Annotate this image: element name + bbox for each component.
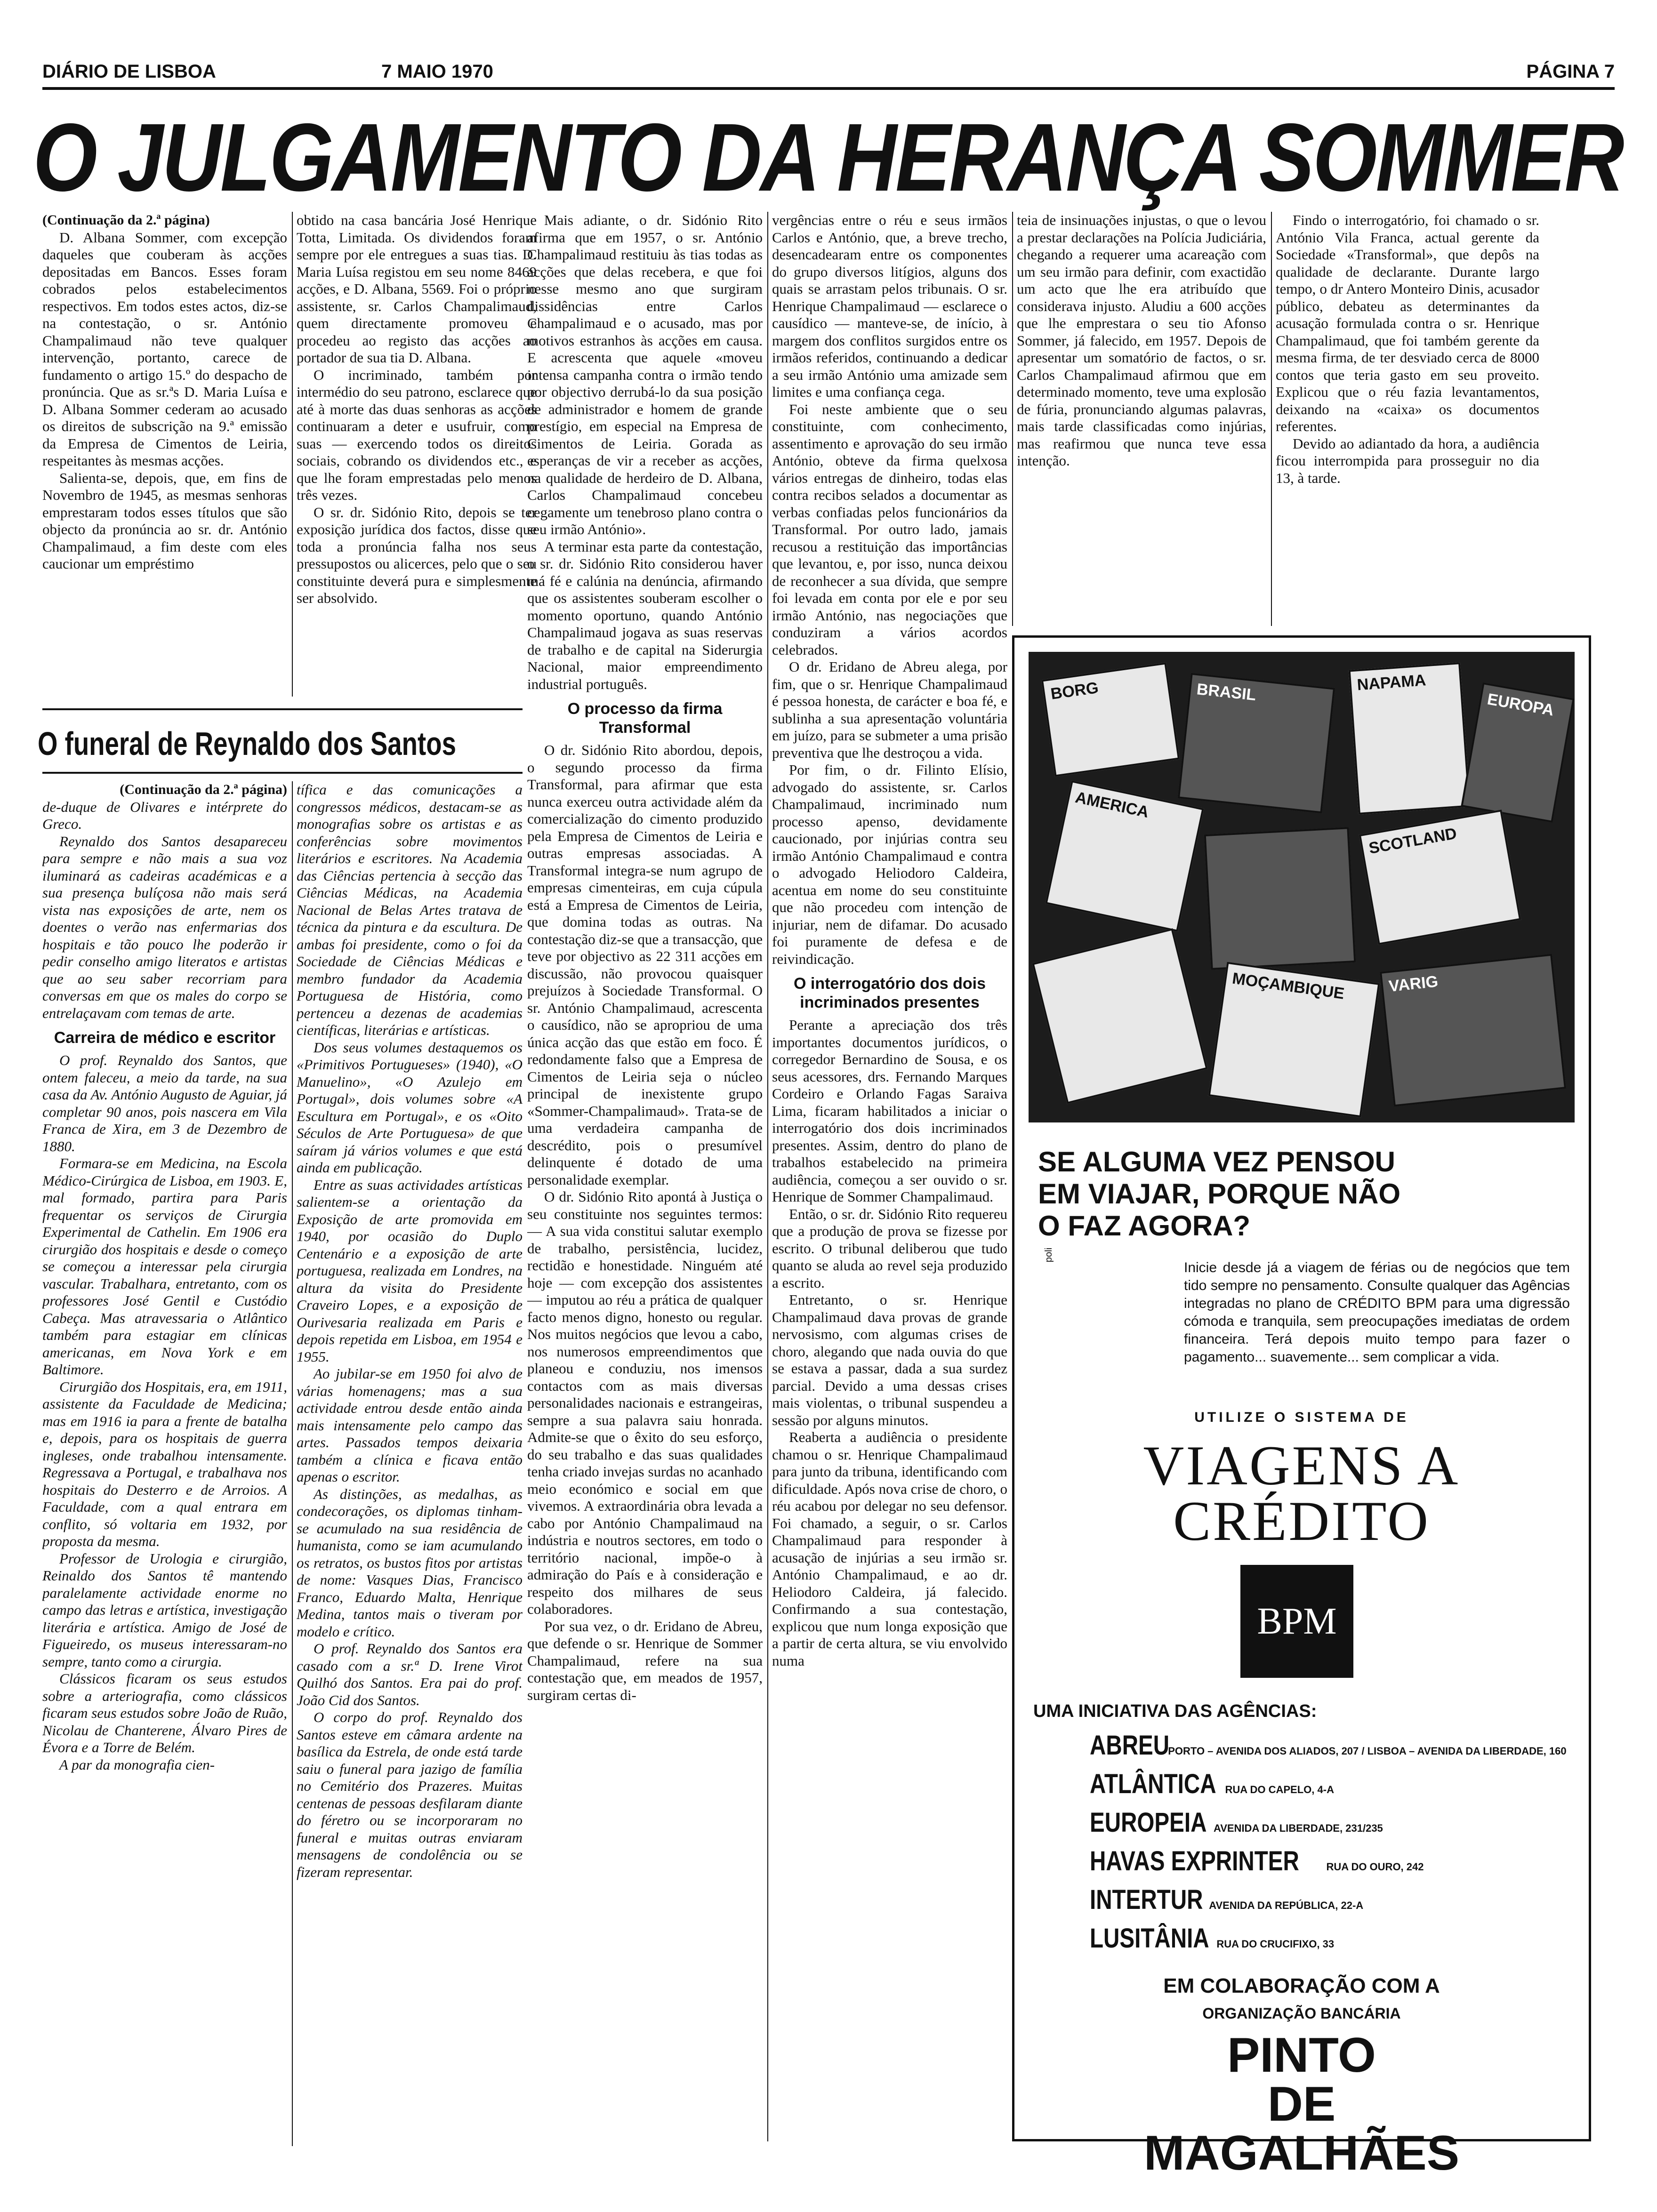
paragraph: As distinções, as medalhas, as condecorações, os diplomas tinham-se acumulado na sua residência de humanista, como se iam acumulando os retratos, os bustos fitos por artistas de nome: Vasques Dias, Francisco Franco, Eduardo Malta, Henrique Medina, tantos mais o tiveram por modelo e crítico.: [297, 1485, 523, 1640]
agency-item: EUROPEIA AVENIDA DA LIBERDADE, 231/235: [1090, 1807, 1383, 1838]
paragraph: Então, o sr. dr. Sidónio Rito requereu que a produção de prova se fizesse por escrito. O tribunal deliberou que tudo quanto se aluda ao revel seja produzido a escrito.: [772, 1205, 1007, 1291]
paragraph: Foi neste ambiente que o seu constituinte, com conhecimento, assentimento e aprovação do seu irmão António, obteve da firma quelxosa vários entregas de dinheiro, todas elas contra recibos selados a documentar as verbas confiadas pelos funcionários da Transformal. Por outro lado, jamais recusou a restituição das importâncias que levantou, e, por isso, nunca deixou de reconhecer a sua dívida, que sempre foi levada em conta por ele e por seu irmão António, nas negociações que conduziram a vários acordos celebrados.: [772, 401, 1007, 658]
article-separator: [42, 772, 523, 774]
ad-organizacao: ORGANIZAÇÃO BANCÁRIA: [1202, 2005, 1401, 2022]
column-divider: [1012, 212, 1013, 626]
bank-name: [1014, 2028, 1589, 2180]
brand-line: CRÉDITO: [1173, 1490, 1430, 1552]
paragraph: O prof. Reynaldo dos Santos era casado com a sr.ª D. Irene Virot Quilhó dos Santos. Era pai do prof. João Cid dos Santos.: [297, 1640, 523, 1708]
article2-column-2: [297, 781, 523, 2146]
paragraph: Dos seus volumes destaquemos os «Primitivos Portugueses» (1940), «O Manuelino», «O Azulejo em Portugal», dois volumes sobre «A Escultura em Portugal», e os «Oito Séculos de Arte Portuguesa» de que saíram já vários volumes e que está ainda em publicação.: [297, 1039, 523, 1176]
paragraph: Cirurgião dos Hospitais, era, em 1911, assistente da Faculdade de Medicina; mas em 1916 ia para a frente de batalha e, depois, para os hospitais de guerra ingleses, onde trabalhou intensamente. Regressava a Portugal, e trabalhava nos hospitais do Desterro e de Arroios. A Faculdade, com a qual entrara em conflito, só voltaria em 1932, por proposta da mesma.: [42, 1378, 287, 1549]
book-cover: [1032, 928, 1207, 1104]
bpm-travel-advertisement: [1012, 635, 1591, 2180]
book-cover: AMERICA: [1045, 780, 1204, 932]
paragraph: A par da monografia cien-: [59, 1756, 215, 1773]
paragraph: vergências entre o réu e seus irmãos Carlos e António, que, a breve trecho, desencadearam entre os componentes do grupo diversos litígios, alguns dos quais se arrastam pelos tribunais. O sr. Henrique Champalimaud — esclarece o causídico — manteve-se, de início, à margem dos conflitos surgidos entre os irmãos referidos, continuando a dedicar a seu irmão António uma amizade sem limites e uma confiança cega.: [772, 212, 1007, 400]
paragraph: tífica e das comunicações a congressos médicos, destacam-se as monografias sobre os artistas e as conferências sobre movimentos literários e escritores. Na Academia das Ciências pertencia à secção das Ciências Médicas, na Academia Nacional de Belas Artes tratava de técnica da pintura e da escultura. De ambas foi presidente, como o foi da Sociedade de Ciências Médicas e membro fundador da Academia Portuguesa de História, como pertenceu a dezenas de academias científicas, literárias e artísticas.: [297, 781, 523, 1038]
book-cover: NAPAMA: [1349, 662, 1471, 815]
publication-name: DIÁRIO DE LISBOA: [42, 61, 216, 82]
bpm-logo: BPM: [1240, 1565, 1353, 1678]
paragraph: O dr. Eridano de Abreu alega, por fim, que o sr. Henrique Champalimaud é pessoa honesta, de carácter e boa fé, e sublinha a sua apresentação voluntária em juízo, para se submeter a uma prisão preventiva que lhe destroçou a vida.: [772, 658, 1007, 761]
paragraph: Professor de Urologia e cirurgião, Reinaldo dos Santos tê mantendo paralelamente actividade enorme no campo das letras e artística, investigação literária e artística. Amigo de José de Figueiredo, os museus interessaram-no sempre, tanto como a cirurgia.: [42, 1550, 287, 1670]
subhead-carreira: Carreira de médico e escritor: [54, 1029, 276, 1047]
agency-item: ATLÂNTICA RUA DO CAPELO, 4-A: [1090, 1769, 1334, 1799]
ad-utilize: UTILIZE O SISTEMA DE: [1194, 1410, 1409, 1425]
bank-name-line: MAGALHÃES: [1143, 2126, 1460, 2180]
article-separator: [42, 708, 523, 710]
column-divider: [292, 781, 293, 2146]
paragraph: O sr. dr. Sidónio Rito, depois se ter exposição jurídica dos factos, disse que toda a pronúncia falha nos seus pressupostos ou alicerces, pelo que o seu constituinte deverá pura e simplesmente ser absolvido.: [297, 504, 537, 606]
bank-name-line: DE: [1267, 2077, 1336, 2132]
paragraph: Devido ao adiantado da hora, a audiência ficou interrompida para prosseguir no dia 13, à tarde.: [1276, 435, 1539, 486]
book-cover: EUROPA: [1461, 682, 1575, 823]
paragraph: O dr. Sidónio Rito apontá à Justiça o seu constituinte nos seguintes termos: — A sua vida constitui salutar exemplo de trabalho, persistência, lucidez, rectidão e honestidade. Ninguém até hoje — com excepção dos assistentes — imputou ao réu a prática de qualquer facto menos digno, honesto ou regular. Nos muitos negócios que levou a cabo, nos numerosos empreendimentos que planeou e conduziu, nos imensos contactos com as mais diversas personalidades nacionais e estrangeiras, sempre a sua palavra saiu honrada. Admite-se que o êxito do seu esforço, do seu trabalho e das suas qualidades tenha criado invejas surdas no acanhado meio económico e social em que vivemos. A extraordinária obra levada a cabo por António Champalimaud na indústria e noutros sectores, em todo o território nacional, impõe-o à admiração do País e à consideração e respeito dos milhares de seus colaboradores.: [527, 1188, 763, 1617]
paragraph: Entre as suas actividades artísticas salientem-se a orientação da Exposição de arte promovida em 1940, por ocasião do Duplo Centenário e a exposição de arte portuguesa, realizada em Londres, na altura da visita do Presidente Craveiro Lopes, e a exposição de Ourivesaria realizada em Paris e depois repetida em Lisboa, em 1954 e 1955.: [297, 1176, 523, 1365]
book-cover: [1204, 827, 1356, 970]
article1-column-3: [527, 212, 763, 2141]
article1-column-2: [297, 212, 537, 697]
ad-brand: [1014, 1434, 1589, 1552]
issue-date: 7 MAIO 1970: [381, 61, 493, 82]
book-cover: VARIG: [1380, 954, 1566, 1107]
paragraph: A terminar esta parte da contestação, o sr. dr. Sidónio Rito considerou haver má fé e calúnia na denúncia, afirmando que os assistentes souberam escolher o momento oportuno, quando António Champalimaud jogava as suas reservas de trabalho e de capital na Siderurgia Nacional, maior empreendimento industrial português.: [527, 538, 763, 692]
agency-item: LUSITÂNIA RUA DO CRUCIFIXO, 33: [1090, 1923, 1335, 1954]
paragraph: Reaberta a audiência o presidente chamou o sr. Henrique Champalimaud para junto da tribuna, identificando com dificuldade. Após nova crise de choro, o réu acabou por delegar no seu defensor. Foi chamado, a seguir, o sr. Carlos Champalimaud para responder à acusação de injúrias a seu irmão sr. António Champalimaud, e ao dr. Heliodoro Caldeira, já falecido. Confirmando a sua contestação, explicou que num longa exposição que a partir de certa altura, se viu envolvido numa: [772, 1429, 1007, 1669]
article1-column-6: [1276, 212, 1539, 626]
slogan-line: EM VIAJAR, PORQUE NÃO: [1038, 1178, 1401, 1210]
paragraph: O corpo do prof. Reynaldo dos Santos esteve em câmara ardente na basílica da Estrela, de onde está tarde saiu o funeral para jazigo de família no Cemitério dos Prazeres. Muitas centenas de pessoas desfilaram diante do féretro ou se incorporaram no funeral e muitas outras enviaram mensagens de condolência ou se fizeram representar.: [297, 1709, 523, 1880]
masthead: [42, 61, 1615, 85]
book-cover: BRASIL: [1178, 673, 1335, 814]
slogan-line: SE ALGUMA VEZ PENSOU: [1038, 1146, 1395, 1178]
book-cover: MOÇAMBIQUE: [1208, 962, 1380, 1118]
page-number: PÁGINA 7: [1526, 61, 1615, 82]
paragraph: Reynaldo dos Santos desapareceu para sempre e não mais a sua voz iluminará as cadeiras académicas e a sua presença bulíçosa não mais será vista nas exposições de arte, nem os doentes o verão nas enfermarias dos hospitais e tão pouco lhe poderão ir pedir conselho amigo literatos e artistas que ao seu saber recorriam para conversas em que os males do corpo se entrelaçavam com temas de arte.: [42, 833, 287, 1021]
main-headline: O JULGAMENTO DA HERANÇA SOMMER: [33, 104, 1623, 211]
subhead-interrogatorio: O interrogatório dos dois incriminados presentes: [793, 975, 986, 1011]
brand-line: VIAGENS A: [1143, 1434, 1460, 1497]
article2-column-1: [42, 781, 287, 2146]
paragraph: Salienta-se, depois, que, em fins de Novembro de 1945, as mesmas senhoras emprestaram todos esses títulos que são objecto da pronúncia ao sr. dr. António Champalimaud, a fim deste com eles caucionar um empréstimo: [42, 469, 287, 572]
article1-column-5: [1017, 212, 1266, 626]
subhead-transformal: O processo da firma Transformal: [567, 700, 723, 737]
ad-colaboracao: EM COLABORAÇÃO COM A: [1163, 1974, 1440, 1997]
ad-slogan: [1038, 1146, 1575, 1242]
continuation-note: (Continuação da 2.ª página): [42, 212, 210, 228]
paragraph: O prof. Reynaldo dos Santos, que ontem faleceu, a meio da tarde, na sua casa da Av. António Augusto de Aguiar, já completar 90 anos, pois nascera em Vila Franca de Xira, em 3 de Dezembro de 1880.: [42, 1052, 287, 1154]
paragraph: O dr. Sidónio Rito abordou, depois, o segundo processo da firma Transformal, para afirmar que esta nunca exerceu outra actividade além da comercialização do cimento produzido pela Empresa de Cimentos de Leiria e outras empresas associadas. A Transformal integra-se num agrupo de empresas cimenteiras, em cuja cúpula está a Empresa de Cimentos de Leiria, que domina todas as outras. Na contestação diz-se que a transacção, que teve por objectivo as 22 311 acções em discussão, não provocou quaisquer prejuízos à Sociedade Transformal. O sr. António Champalimaud, acrescenta o causídico, não se apropriou de uma única acção das que estão em foco. É redondamente falso que a Empresa de Cimentos de Leiria seja o núcleo principal de inexistente grupo «Sommer-Champalimaud». Trata-se de uma verdadeira campanha de descrédito, pois o presumível delinquente é dotado de uma personalidade exemplar.: [527, 742, 763, 1188]
paragraph: Mais adiante, o dr. Sidónio Rito afirma que em 1957, o sr. António Champalimaud restituiu às tias todas as acções que delas recebera, e que foi nesse mesmo ano que surgiram dissidências entre Carlos Champalimaud e o acusado, mas por motivos estranhos às acções em causa. E acrescenta que aquele «moveu intensa campanha contra o irmão tendo por objectivo derrubá-lo da sua posição de administrador e homem de grande prestígio, em especial na Empresa de Cimentos de Leiria. Gorada as esperanças de vir a receber as acções, na qualidade de herdeiro de D. Albana, Carlos Champalimaud concebeu cegamente um tenebroso plano contra o seu irmão António».: [527, 212, 763, 537]
ad-body-text: Inicie desde já a viagem de férias ou de negócios que tem tido sempre no pensamento. Consulte qualquer das Agências integradas no plano de CRÉDITO BPM para uma digressão cómoda e tranquila, sem preocupações imediatas de ordem financeira. Terá depois muito tempo para fazer o pagamento... suavemente... sem complicar a vida.: [1184, 1260, 1570, 1365]
paragraph: de-duque de Olivares e intérprete do Greco.: [42, 798, 287, 832]
paragraph: Por sua vez, o dr. Eridano de Abreu, que defende o sr. Henrique de Sommer Champalimaud, refere na sua contestação que, em meados de 1957, surgiram certas di-: [527, 1618, 763, 1703]
book-cover: SCOTLAND: [1359, 809, 1521, 945]
paragraph: Por fim, o dr. Filinto Elísio, advogado do assistente, sr. Carlos Champalimaud, incriminado num processo apenso, devidamente caucionado, por injúrias contra seu irmão António Champalimaud e contra o advogado Heliodoro Caldeira, acentua em nome do seu constituinte que não procedeu com intenção de injuriar, nem de difamar. Do acusado foi puramente de defesa e de reivindicação.: [772, 761, 1007, 967]
ad-iniciativa: UMA INICIATIVA DAS AGÊNCIAS:: [1033, 1701, 1317, 1721]
masthead-rule: [42, 87, 1615, 90]
agency-item: INTERTUR AVENIDA DA REPÚBLICA, 22-A: [1090, 1884, 1364, 1915]
paragraph: Clássicos ficaram os seus estudos sobre a arteriografia, como clássicos ficaram seus estudos sobre João de Ruão, Nicolau de Chanterene, Álvaro Pires de Évora e a Torre de Belém.: [42, 1670, 287, 1755]
column-divider: [292, 212, 293, 697]
slogan-line: O FAZ AGORA?: [1038, 1210, 1251, 1242]
agency-item: HAVAS EXPRINTER RUA DO OURO, 242: [1090, 1846, 1424, 1876]
article2-title: O funeral de Reynaldo dos Santos: [38, 725, 456, 762]
paragraph: teia de insinuações injustas, o que o levou a prestar declarações na Polícia Judiciária, chegando a requerer uma acareação com um seu irmão para definir, com exactidão um acto que lhe era atribuído que considerava injusto. Aludiu a 600 acções que lhe emprestara o seu tio Afonso Sommer, já falecido, em 1957. Depois de apresentar um somatório de factos, o sr. Carlos Champalimaud afirmou que em determinado momento, teve uma explosão de fúria, pronunciando algumas palavras, mais tarde classificadas como injúrias, mas reafirmou que nunca teve essa intenção.: [1017, 212, 1266, 469]
article1-column-4: [772, 212, 1007, 2141]
travel-books-photo: [1029, 652, 1575, 1122]
ad-agency-tag: poli: [1044, 1247, 1054, 1263]
agency-list: [1090, 1730, 1589, 1961]
paragraph: Entretanto, o sr. Henrique Champalimaud dava provas de grande nervosismo, com algumas crises de choro, alegando que nada ouvia do que se estava a passar, dada a sua surdez parcial. Devido a uma dessas crises mais violentas, o tribunal suspendeu a sessão por alguns minutos.: [772, 1291, 1007, 1428]
paragraph: Findo o interrogatório, foi chamado o sr. António Vila Franca, actual gerente da Sociedade «Transformal», que depôs na qualidade de declarante. Durante largo tempo, o dr Antero Monteiro Dinis, acusador público, debateu as determinantes da acusação formulada contra o sr. Henrique Champalimaud, que foi também gerente da mesma firma, de ter desviado cerca de 8000 contos que teria gasto em seu proveito. Explicou que o réu fazia levantamentos, deixando na «caixa» os documentos referentes.: [1276, 212, 1539, 434]
book-cover: BORG: [1041, 662, 1180, 777]
paragraph: Ao jubilar-se em 1950 foi alvo de várias homenagens; mas a sua actividade entrou desde então ainda mais intensamente pelo campo das artes. Passados tempos deixaria também a clínica e ficava então apenas o escritor.: [297, 1365, 523, 1485]
paragraph: Perante a apreciação dos três importantes documentos jurídicos, o corregedor Bernardino de Sousa, e os seus acessores, drs. Fernando Marques Cordeiro e Orlando Fagas Saraiva Lima, ficaram habilitados a iniciar o interrogatório dos dois incriminados presentes. Assim, dentro do plano de trabalhos estabelecido na primeira audiência, começou a ser ouvido o sr. Henrique de Sommer Champalimaud.: [772, 1017, 1007, 1205]
agency-item: ABREUPORTO – AVENIDA DOS ALIADOS, 207 / LISBOA – AVENIDA DA LIBERDADE, 160: [1090, 1730, 1567, 1761]
column-divider: [767, 212, 768, 2141]
paragraph: D. Albana Sommer, com excepção daqueles que couberam às acções depositadas em Bancos. Esses foram cobrados pelos estabelecimentos respectivos. Em todos estes actos, diz-se na contestação, o sr. António Champalimaud não teve qualquer intervenção, portanto, carece de fundamento o artigo 15.º do despacho de pronúncia. Que as sr.ªs D. Maria Luísa e D. Albana Sommer cederam ao acusado os direitos de subscrição na 9.ª emissão da Empresa de Cimentos de Leiria, respeitantes às mesmas acções.: [42, 229, 287, 469]
article1-column-1: [42, 212, 287, 697]
bank-name-line: PINTO: [1227, 2028, 1376, 2083]
paragraph: Formara-se em Medicina, na Escola Médico-Cirúrgica de Lisboa, em 1903. E, mal formado, partira para Paris frequentar os serviços de Cirurgia Experimental de Cathelin. Em 1906 era cirurgião dos hospitais e desde o começo se começou a interessar pela cirurgia vascular. Trabalhara, entretanto, com os professores José Gentil e Custódio Cabeça. Mas atravessaria o Atlântico também para estagiar em clínicas americanas, em Nova York e em Baltimore.: [42, 1155, 287, 1378]
column-divider: [1271, 212, 1272, 626]
paragraph: O incriminado, também por intermédio do seu patrono, esclarece que até à morte das duas senhoras as acções continuaram a deter e usufruir, como suas — exercendo todos os direitos sociais, cobrando os dividendos etc., e que lhe foram emprestadas pelo menos três vezes.: [297, 366, 537, 503]
continuation-note: (Continuação da 2.ª página): [120, 782, 287, 797]
paragraph: obtido na casa bancária José Henrique Totta, Limitada. Os dividendos foram sempre por ele entregues a suas tias. D. Maria Luísa registou em seu nome 8469 acções, e D. Albana, 5569. Foi o próprio assistente, sr. Carlos Champalimaud, quem directamente promoveu e procedeu ao registo das acções ao portador de sua tia D. Albana.: [297, 212, 537, 366]
